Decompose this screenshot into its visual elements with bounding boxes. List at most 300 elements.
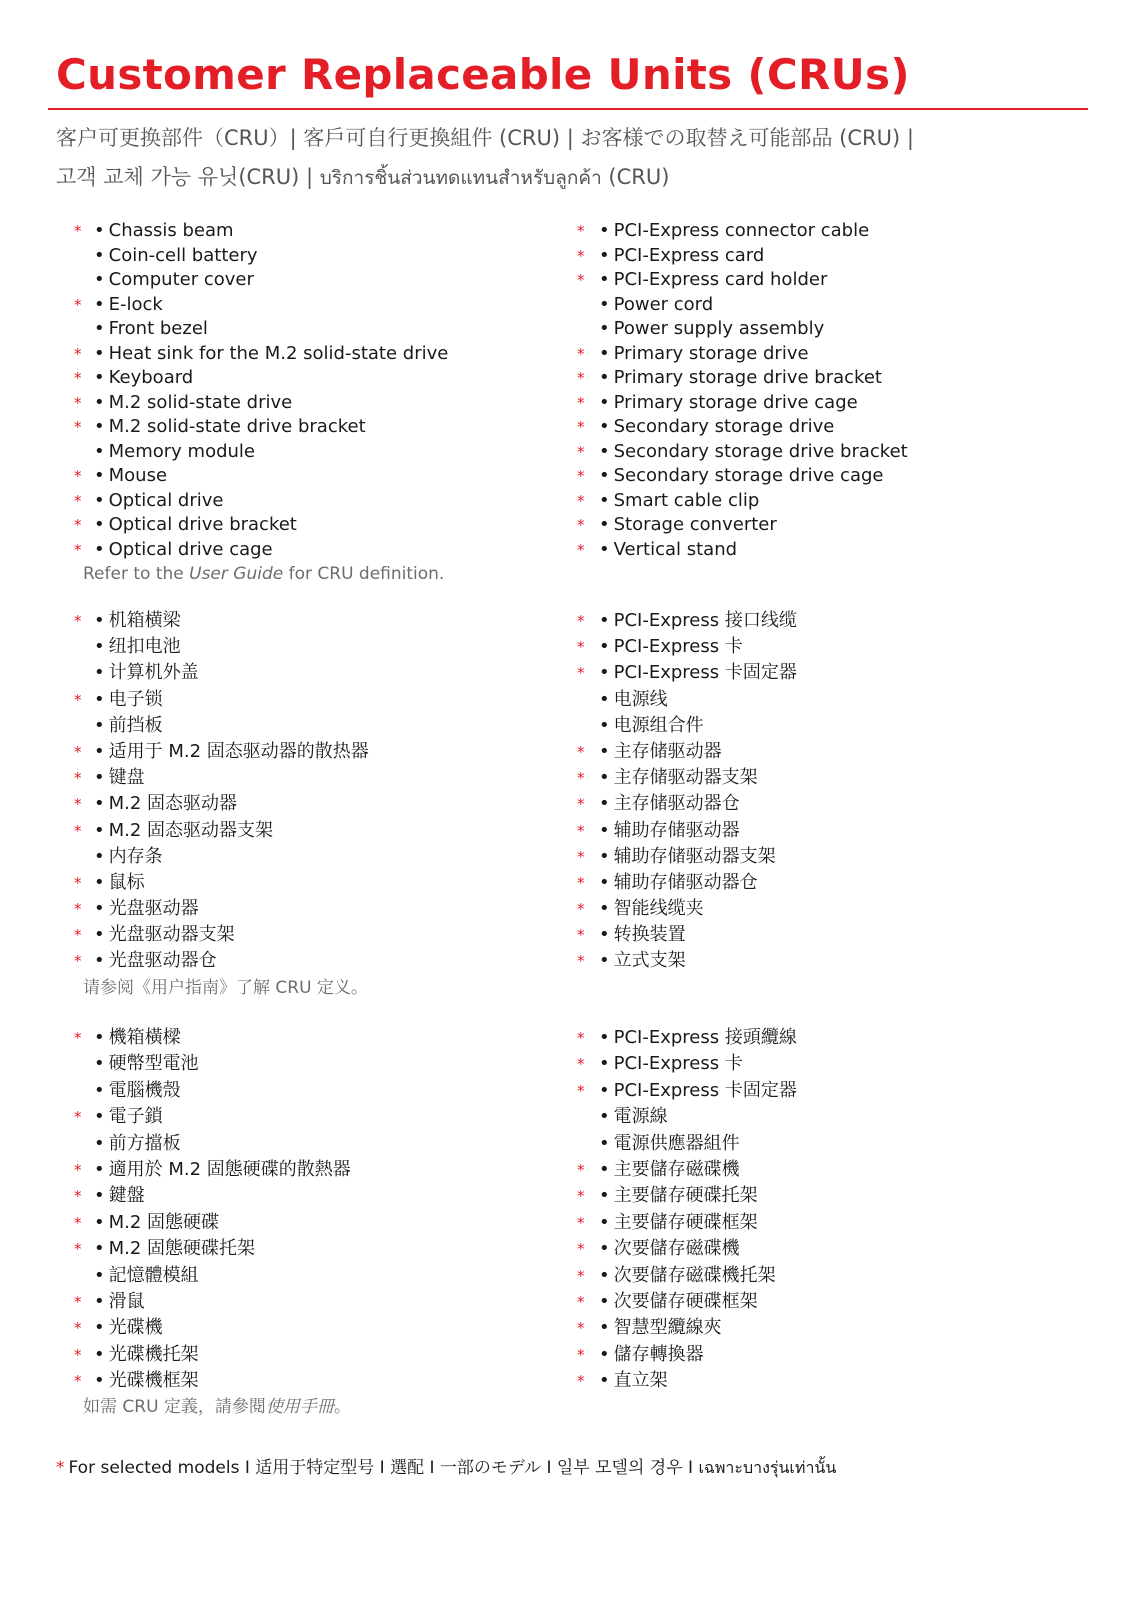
cru-list-item xyxy=(510,1025,990,1051)
cru-list-item xyxy=(510,244,990,269)
footnote-star: * xyxy=(56,1458,65,1478)
cru-item-label: 键盘 xyxy=(108,767,145,789)
selected-models-marker: * xyxy=(577,742,585,761)
cru-item-label: 内存条 xyxy=(108,845,163,867)
cru-list-item xyxy=(0,1131,480,1157)
bullet: • xyxy=(599,440,610,462)
bullet: • xyxy=(599,489,610,511)
cru-list-item xyxy=(0,948,480,974)
cru-list-item xyxy=(0,1289,480,1315)
simplified-chinese-right-list xyxy=(510,608,990,975)
bullet: • xyxy=(599,688,610,710)
bullet: • xyxy=(94,293,105,315)
bullet: • xyxy=(94,1106,105,1128)
cru-list-item xyxy=(510,870,990,896)
cru-list-item xyxy=(510,1342,990,1368)
bullet: • xyxy=(599,1079,610,1101)
cru-item-label: PCI-Express 卡 xyxy=(613,636,743,658)
selected-models-marker: * xyxy=(74,900,82,919)
cru-list-item xyxy=(0,634,480,660)
cru-list-item xyxy=(0,1078,480,1104)
selected-models-marker: * xyxy=(74,690,82,709)
selected-models-marker: * xyxy=(74,1292,82,1311)
cru-list-item xyxy=(0,391,480,416)
bullet: • xyxy=(94,1370,105,1392)
cru-list-item xyxy=(0,713,480,739)
note-guide-title: 使用手冊 xyxy=(265,1397,334,1418)
selected-models-marker: * xyxy=(74,1029,82,1047)
bullet: • xyxy=(94,1079,105,1101)
cru-list-item xyxy=(510,1315,990,1341)
bullet: • xyxy=(599,1158,610,1180)
selected-models-marker: * xyxy=(577,467,585,485)
cru-item-label: 直立架 xyxy=(613,1370,668,1392)
bullet: • xyxy=(94,898,105,920)
cru-list-item xyxy=(510,1104,990,1130)
cru-item-label: Secondary storage drive cage xyxy=(613,465,884,486)
cru-definition-note xyxy=(0,1394,480,1420)
cru-item-label: 辅助存储驱动器支架 xyxy=(613,845,776,867)
selected-models-marker: * xyxy=(74,1213,82,1232)
selected-models-marker: * xyxy=(74,769,82,788)
selected-models-marker: * xyxy=(577,1160,585,1179)
bullet: • xyxy=(94,342,105,364)
selected-models-marker: * xyxy=(74,1372,82,1391)
bullet: • xyxy=(94,636,105,658)
bullet: • xyxy=(599,950,610,972)
bullet: • xyxy=(94,924,105,946)
selected-models-marker: * xyxy=(577,769,585,788)
cru-item-label: Primary storage drive bracket xyxy=(613,367,882,388)
selected-models-marker: * xyxy=(577,418,585,436)
cru-list-item xyxy=(0,293,480,318)
selected-models-marker: * xyxy=(74,1108,82,1127)
cru-item-label: Secondary storage drive bracket xyxy=(613,440,908,462)
bullet: • xyxy=(599,924,610,946)
cru-item-label: 前方擋板 xyxy=(108,1132,181,1154)
cru-item-label: 光碟機 xyxy=(108,1317,163,1339)
bullet: • xyxy=(94,1027,105,1048)
selected-models-marker: * xyxy=(577,795,585,814)
selected-models-marker: * xyxy=(577,1029,585,1047)
traditional-chinese-left-list xyxy=(0,1025,480,1421)
cru-list-item xyxy=(0,818,480,844)
bullet: • xyxy=(94,416,105,437)
cru-item-label: 计算机外盖 xyxy=(108,662,199,684)
cru-list-item xyxy=(0,922,480,948)
bullet: • xyxy=(599,740,610,762)
selected-models-marker: * xyxy=(577,952,585,971)
cru-item-label: Optical drive cage xyxy=(108,538,273,560)
footnote-text: For selected models I 适用于特定型号 I 選配 I 一部のモデル I 일부 모델의 경우 I xyxy=(68,1458,699,1478)
cru-item-label: 立式支架 xyxy=(613,950,686,972)
cru-list-item xyxy=(510,818,990,844)
selected-models-marker: * xyxy=(577,1372,585,1391)
bullet: • xyxy=(94,871,105,893)
bullet: • xyxy=(94,538,105,560)
selected-models-marker: * xyxy=(74,1240,82,1259)
cru-item-label: 光碟機托架 xyxy=(108,1343,199,1365)
selected-models-marker: * xyxy=(577,873,585,892)
cru-item-label: 电源线 xyxy=(613,688,668,710)
cru-item-label: Heat sink for the M.2 solid-state drive xyxy=(108,342,449,364)
cru-list-item xyxy=(0,538,480,563)
cru-list-item xyxy=(510,660,990,686)
bullet: • xyxy=(599,1238,610,1260)
cru-item-label: 机箱横梁 xyxy=(108,610,181,631)
selected-models-marker: * xyxy=(577,1345,585,1364)
cru-item-label: 光碟機框架 xyxy=(108,1370,199,1392)
cru-list-item xyxy=(0,896,480,922)
cru-list-item xyxy=(510,1210,990,1236)
note-text: 如需 CRU 定義，請參閱 xyxy=(83,1397,266,1418)
cru-list-item xyxy=(510,391,990,416)
bullet: • xyxy=(94,1317,105,1339)
bullet: • xyxy=(94,1264,105,1286)
cru-item-label: 电源组合件 xyxy=(613,714,704,736)
cru-item-label: 次要儲存磁碟機 xyxy=(613,1238,740,1260)
selected-models-marker: * xyxy=(74,295,82,314)
cru-item-label: Optical drive xyxy=(108,489,224,511)
bullet: • xyxy=(599,1343,610,1365)
selected-models-marker: * xyxy=(577,638,585,657)
bullet: • xyxy=(94,269,105,290)
cru-item-label: PCI-Express card xyxy=(613,244,765,266)
cru-list-item xyxy=(0,464,480,489)
bullet: • xyxy=(599,1185,610,1207)
selected-models-marker: * xyxy=(577,491,585,510)
cru-item-label: Optical drive bracket xyxy=(108,514,297,535)
bullet: • xyxy=(599,845,610,867)
bullet: • xyxy=(94,1290,105,1312)
selected-models-marker: * xyxy=(577,369,585,387)
bullet: • xyxy=(599,871,610,893)
cru-list-item xyxy=(0,1236,480,1262)
bullet: • xyxy=(94,1343,105,1365)
selected-models-marker: * xyxy=(74,491,82,510)
cru-list-item xyxy=(510,713,990,739)
bullet: • xyxy=(599,1264,610,1286)
cru-item-label: 次要儲存磁碟機托架 xyxy=(613,1264,776,1286)
cru-item-label: PCI-Express 接口线缆 xyxy=(613,610,797,631)
cru-item-label: E-lock xyxy=(108,293,163,315)
selected-models-marker: * xyxy=(577,1319,585,1338)
cru-item-label: 電子鎖 xyxy=(108,1106,163,1128)
cru-list-item xyxy=(510,366,990,391)
note-text: 。 xyxy=(333,1397,351,1418)
subtitle-thai: บริการชิ้นส่วนทดแทนสำหรับลูกค้า xyxy=(319,167,602,189)
cru-list-item xyxy=(510,948,990,974)
bullet: • xyxy=(599,220,610,241)
bullet: • xyxy=(94,767,105,789)
cru-list-item xyxy=(0,440,480,465)
cru-list-item xyxy=(510,634,990,660)
bullet: • xyxy=(94,1053,105,1075)
traditional-chinese-right-list xyxy=(510,1025,990,1394)
selected-models-marker: * xyxy=(577,516,585,534)
bullet: • xyxy=(94,1185,105,1207)
bullet: • xyxy=(599,1290,610,1312)
cru-item-label: 儲存轉換器 xyxy=(613,1343,704,1365)
cru-item-label: 主存储驱动器支架 xyxy=(613,767,758,789)
cru-item-label: 主要儲存硬碟托架 xyxy=(613,1185,758,1207)
multilingual-subtitle-line-1: 客户可更换部件（CRU）| 客戶可自行更換組件 (CRU) | お客様での取替え可能部品 (CRU) | xyxy=(56,126,914,150)
page-title: Customer Replaceable Units (CRUs) xyxy=(56,50,910,99)
cru-item-label: 电子锁 xyxy=(108,688,163,710)
bullet: • xyxy=(599,1106,610,1128)
bullet: • xyxy=(94,950,105,972)
bullet: • xyxy=(599,636,610,658)
selected-models-marker: * xyxy=(577,344,585,363)
cru-list-item xyxy=(0,1183,480,1209)
cru-list-item xyxy=(0,415,480,440)
cru-item-label: 電源供應器組件 xyxy=(613,1132,740,1154)
cru-list-item xyxy=(510,440,990,465)
cru-list-item xyxy=(510,765,990,791)
bullet: • xyxy=(94,1238,105,1260)
cru-item-label: Smart cable clip xyxy=(613,489,760,511)
bullet: • xyxy=(94,662,105,684)
bullet: • xyxy=(94,367,105,388)
multilingual-subtitle-line-2 xyxy=(56,161,1096,193)
selected-models-marker: * xyxy=(577,612,585,630)
bullet: • xyxy=(599,367,610,388)
selected-models-marker: * xyxy=(577,900,585,919)
selected-models-marker: * xyxy=(577,847,585,866)
selected-models-marker: * xyxy=(74,1187,82,1206)
bullet: • xyxy=(94,244,105,266)
cru-item-label: PCI-Express 接頭纜線 xyxy=(613,1027,797,1048)
cru-list-item xyxy=(510,739,990,765)
bullet: • xyxy=(599,538,610,560)
selected-models-marker: * xyxy=(74,1160,82,1179)
bullet: • xyxy=(599,1053,610,1075)
cru-list-item xyxy=(510,538,990,563)
bullet: • xyxy=(599,767,610,789)
cru-item-label: M.2 固態硬碟 xyxy=(108,1211,220,1233)
cru-list-item xyxy=(0,219,480,244)
cru-list-item xyxy=(0,687,480,713)
cru-list-item xyxy=(510,513,990,538)
cru-list-item xyxy=(0,791,480,817)
selected-models-marker: * xyxy=(577,393,585,412)
simplified-chinese-left-list xyxy=(0,608,480,1001)
selected-models-marker: * xyxy=(577,1081,585,1100)
cru-item-label: Vertical stand xyxy=(613,538,738,560)
cru-item-label: Keyboard xyxy=(108,367,194,388)
selected-models-marker: * xyxy=(74,344,82,363)
bullet: • xyxy=(94,440,105,462)
bullet: • xyxy=(94,688,105,710)
cru-item-label: Power supply assembly xyxy=(613,318,825,339)
cru-list-item xyxy=(0,1051,480,1077)
cru-item-label: Primary storage drive cage xyxy=(613,391,858,413)
selected-models-marker: * xyxy=(577,1292,585,1311)
bullet: • xyxy=(599,514,610,535)
cru-list-item xyxy=(510,1157,990,1183)
selected-models-marker: * xyxy=(74,369,82,387)
selected-models-marker: * xyxy=(577,246,585,265)
bullet: • xyxy=(599,269,610,290)
bullet: • xyxy=(599,1027,610,1048)
bullet: • xyxy=(599,342,610,364)
cru-list-item xyxy=(510,1131,990,1157)
note-text: for CRU definition. xyxy=(283,564,445,584)
selected-models-marker: * xyxy=(74,222,82,240)
bullet: • xyxy=(599,318,610,339)
cru-list-item xyxy=(0,765,480,791)
cru-item-label: 適用於 M.2 固態硬碟的散熱器 xyxy=(108,1158,351,1180)
subtitle-tail: (CRU) xyxy=(601,165,670,189)
cru-list-item xyxy=(0,342,480,367)
cru-list-item xyxy=(0,244,480,269)
selected-models-marker: * xyxy=(577,1266,585,1285)
cru-list-item xyxy=(0,317,480,342)
bullet: • xyxy=(94,514,105,535)
cru-item-label: 機箱橫樑 xyxy=(108,1027,181,1048)
bullet: • xyxy=(94,793,105,815)
bullet: • xyxy=(599,610,610,631)
cru-item-label: 转换装置 xyxy=(613,924,686,946)
cru-list-item xyxy=(510,464,990,489)
bullet: • xyxy=(94,610,105,631)
cru-list-item xyxy=(0,1368,480,1394)
cru-list-item xyxy=(510,1289,990,1315)
cru-item-label: PCI-Express 卡固定器 xyxy=(613,1079,797,1101)
cru-list-item xyxy=(0,660,480,686)
selected-models-marker: * xyxy=(74,742,82,761)
cru-list-item xyxy=(510,1051,990,1077)
cru-list-item xyxy=(510,1368,990,1394)
selected-models-marker: * xyxy=(74,926,82,945)
cru-item-label: 光盘驱动器仓 xyxy=(108,950,217,972)
cru-item-label: M.2 固态驱动器支架 xyxy=(108,819,274,841)
note-text: Refer to the xyxy=(83,564,190,584)
cru-item-label: PCI-Express 卡固定器 xyxy=(613,662,797,684)
cru-list-item xyxy=(0,1025,480,1051)
bullet: • xyxy=(599,819,610,841)
selected-models-marker: * xyxy=(577,222,585,240)
cru-list-item xyxy=(510,1183,990,1209)
cru-list-item xyxy=(0,739,480,765)
cru-item-label: Secondary storage drive xyxy=(613,416,835,437)
selected-models-marker: * xyxy=(577,1187,585,1206)
cru-item-label: 辅助存储驱动器仓 xyxy=(613,871,758,893)
bullet: • xyxy=(599,391,610,413)
cru-item-label: 記憶體模組 xyxy=(108,1264,199,1286)
selected-models-marker: * xyxy=(74,418,82,436)
cru-list-item xyxy=(510,1078,990,1104)
bullet: • xyxy=(94,220,105,241)
cru-list-item xyxy=(0,1315,480,1341)
cru-list-item xyxy=(510,489,990,514)
selected-models-marker: * xyxy=(577,664,585,683)
cru-item-label: M.2 固态驱动器 xyxy=(108,793,238,815)
cru-list-item xyxy=(510,896,990,922)
bullet: • xyxy=(94,489,105,511)
selected-models-marker: * xyxy=(577,821,585,840)
english-right-list xyxy=(510,219,990,562)
bullet: • xyxy=(599,898,610,920)
cru-item-label: 主存储驱动器 xyxy=(613,740,722,762)
cru-list-item xyxy=(0,608,480,634)
cru-item-label: 智能线缆夹 xyxy=(613,898,704,920)
selected-models-marker: * xyxy=(577,1240,585,1259)
cru-item-label: Chassis beam xyxy=(108,220,234,241)
cru-list-item xyxy=(0,844,480,870)
selected-models-marker: * xyxy=(74,393,82,412)
cru-item-label: 纽扣电池 xyxy=(108,636,181,658)
cru-item-label: M.2 solid-state drive bracket xyxy=(108,416,366,437)
cru-item-label: Computer cover xyxy=(108,269,254,290)
bullet: • xyxy=(94,845,105,867)
bullet: • xyxy=(599,662,610,684)
cru-item-label: 鼠标 xyxy=(108,871,145,893)
selected-models-marker: * xyxy=(577,540,585,559)
cru-item-label: Front bezel xyxy=(108,318,208,339)
bullet: • xyxy=(599,1211,610,1233)
cru-item-label: Mouse xyxy=(108,465,168,486)
bullet: • xyxy=(94,465,105,486)
cru-list-item xyxy=(510,844,990,870)
selected-models-marker: * xyxy=(74,516,82,534)
selected-models-marker: * xyxy=(577,271,585,289)
cru-item-label: Storage converter xyxy=(613,514,777,535)
selected-models-marker: * xyxy=(577,926,585,945)
bullet: • xyxy=(599,244,610,266)
bullet: • xyxy=(94,1158,105,1180)
cru-item-label: PCI-Express connector cable xyxy=(613,220,870,241)
selected-models-marker: * xyxy=(74,612,82,630)
selected-models-marker: * xyxy=(74,1319,82,1338)
title-divider xyxy=(48,108,1088,110)
cru-item-label: Memory module xyxy=(108,440,256,462)
cru-list-item xyxy=(0,489,480,514)
selected-models-marker: * xyxy=(74,952,82,971)
cru-item-label: PCI-Express 卡 xyxy=(613,1053,743,1075)
selected-models-marker: * xyxy=(577,1055,585,1074)
cru-list-item xyxy=(510,1236,990,1262)
cru-item-label: Primary storage drive xyxy=(613,342,809,364)
cru-list-item xyxy=(0,1210,480,1236)
cru-item-label: Power cord xyxy=(613,293,714,315)
cru-item-label: 主要儲存硬碟框架 xyxy=(613,1211,758,1233)
cru-item-label: 滑鼠 xyxy=(108,1290,145,1312)
english-left-list xyxy=(0,219,480,587)
bullet: • xyxy=(94,391,105,413)
cru-list-item xyxy=(0,1104,480,1130)
selected-models-marker: * xyxy=(74,873,82,892)
cru-list-item xyxy=(0,870,480,896)
cru-list-item xyxy=(510,687,990,713)
cru-list-item xyxy=(510,268,990,293)
bullet: • xyxy=(599,1317,610,1339)
cru-item-label: 辅助存储驱动器 xyxy=(613,819,740,841)
cru-item-label: 電源線 xyxy=(613,1106,668,1128)
cru-list-item xyxy=(510,922,990,948)
bullet: • xyxy=(599,465,610,486)
cru-item-label: 鍵盤 xyxy=(108,1185,145,1207)
selected-models-marker: * xyxy=(577,1213,585,1232)
cru-item-label: 前挡板 xyxy=(108,714,163,736)
subtitle-korean: 고객 교체 가능 유닛(CRU) | xyxy=(56,165,320,189)
cru-list-item xyxy=(0,1157,480,1183)
cru-list-item xyxy=(510,1263,990,1289)
bullet: • xyxy=(94,1211,105,1233)
bullet: • xyxy=(599,1132,610,1154)
selected-models-marker: * xyxy=(74,540,82,559)
cru-list-item xyxy=(510,342,990,367)
